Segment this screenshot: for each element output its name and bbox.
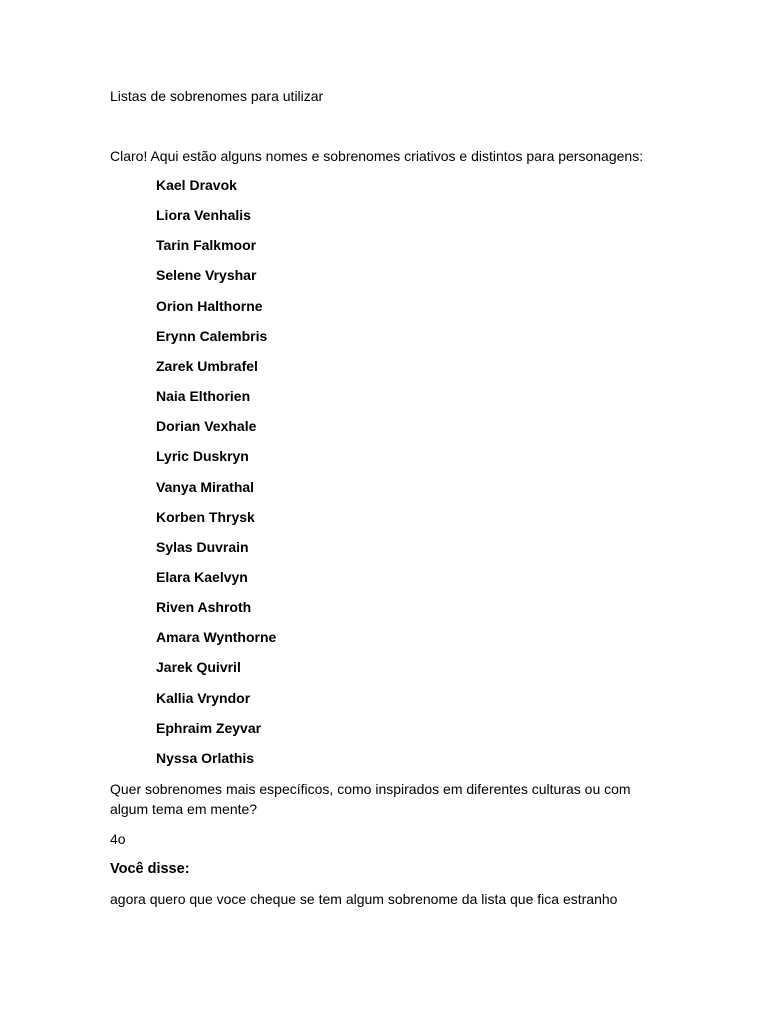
list-name: Orion Halthorne [156,298,263,314]
list-name: Sylas Duvrain [156,539,249,555]
list-item [0,386,400,408]
list-name: Kallia Vryndor [156,690,251,706]
intro-paragraph: Claro! Aqui estão alguns nomes e sobrenomes criativos e distintos para personagens: [110,148,644,164]
list-name: Liora Venhalis [156,207,251,223]
list-name: Dorian Vexhale [156,418,257,434]
list-name: Amara Wynthorne [156,629,277,645]
you-said-label: Você disse: [110,861,190,877]
list-name: Erynn Calembris [156,328,268,344]
list-item [0,416,400,438]
list-name: Selene Vryshar [156,267,257,283]
list-name: Vanya Mirathal [156,479,255,495]
list-item [0,748,400,770]
list-item [0,326,400,348]
list-item [0,597,400,619]
list-name: Riven Ashroth [156,599,252,615]
list-item [0,235,400,257]
list-name: Lyric Duskryn [156,448,249,464]
list-item [0,627,400,649]
list-item [0,356,400,378]
list-item [0,205,400,227]
list-item [0,718,400,740]
list-name: Nyssa Orlathis [156,750,255,766]
list-item [0,175,400,197]
list-name: Korben Thrysk [156,509,255,525]
list-item [0,688,400,710]
follow-up-question: Quer sobrenomes mais específicos, como inspirados em diferentes culturas ou com algum tema em mente? [110,781,631,817]
list-item [0,265,400,287]
list-item [0,446,400,468]
list-item [0,537,400,559]
list-item [0,507,400,529]
list-name: Naia Elthorien [156,388,251,404]
list-item [0,567,400,589]
model-label: 4o [110,831,126,847]
list-name: Jarek Quivril [156,659,241,675]
list-item [0,657,400,679]
list-name: Elara Kaelvyn [156,569,248,585]
list-name: Kael Dravok [156,177,237,193]
list-name: Ephraim Zeyvar [156,720,262,736]
user-message: agora quero que voce cheque se tem algum sobrenome da lista que fica estranho [110,891,618,907]
document-title: Listas de sobrenomes para utilizar [110,88,324,104]
list-item [0,296,400,318]
list-item [0,477,400,499]
list-name: Zarek Umbrafel [156,358,258,374]
list-name: Tarin Falkmoor [156,237,257,253]
